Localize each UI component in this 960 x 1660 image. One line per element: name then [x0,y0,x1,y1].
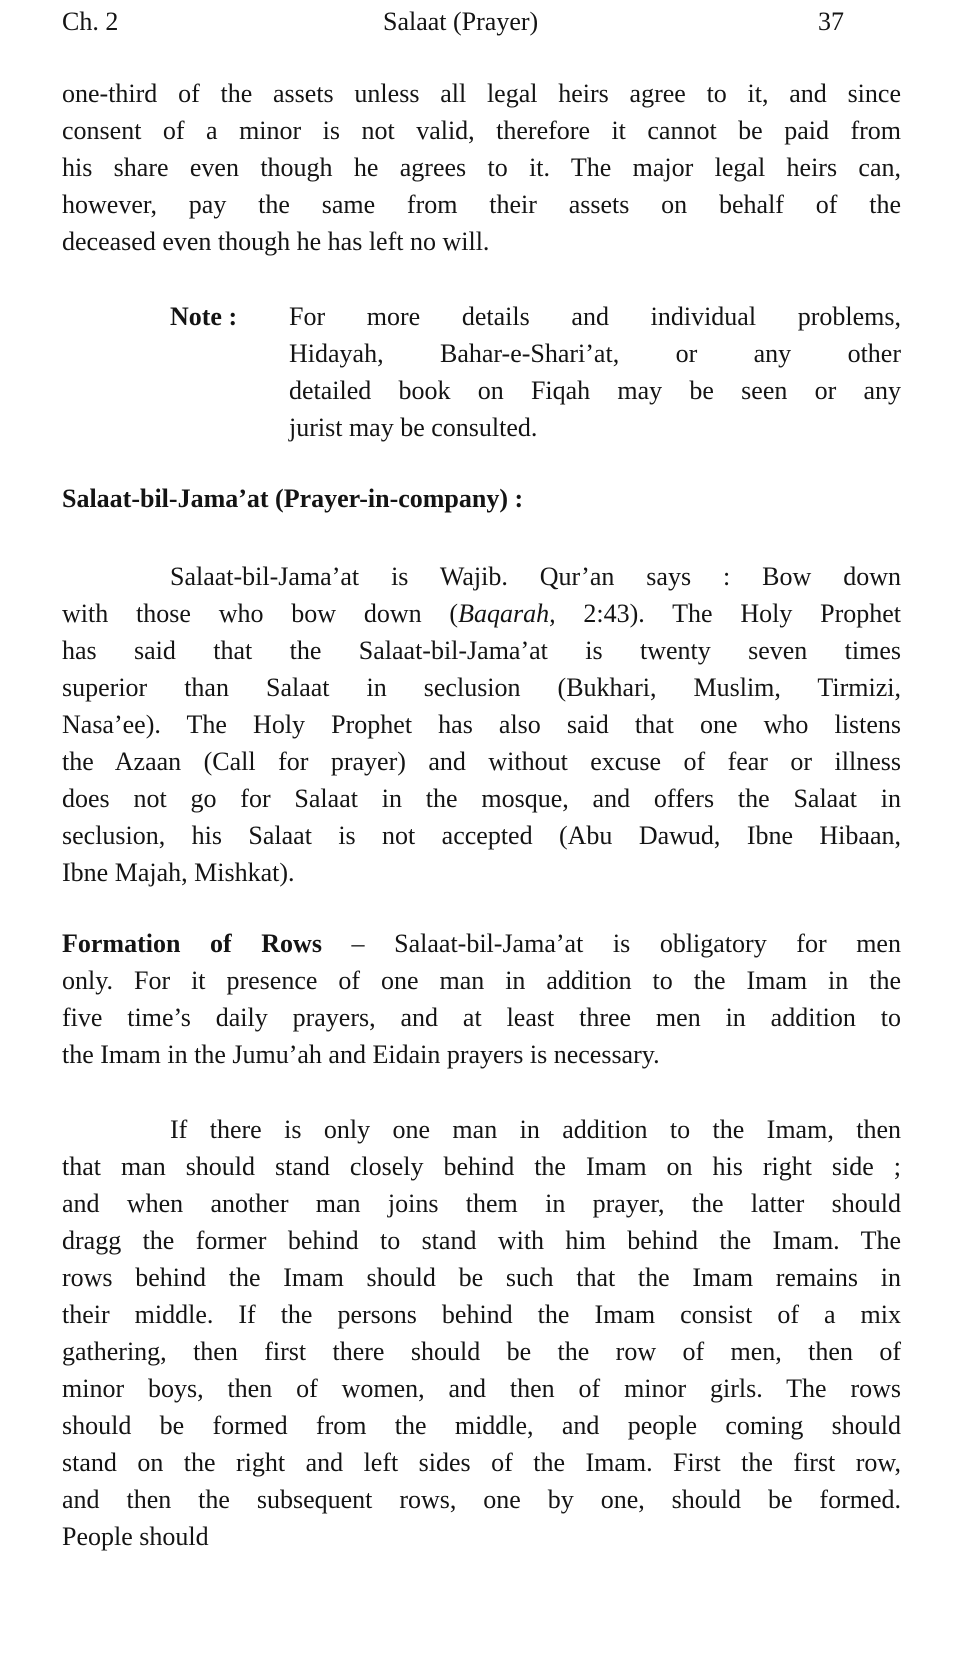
text-line: their middle. If the persons behind the Imam consist of a mix [62,1300,901,1329]
inline-heading: Formation of Rows [62,929,322,958]
text-line: the Azaan (Call for prayer) and without excuse of fear or illness [62,747,901,776]
text-line: one-third of the assets unless all legal heirs agree to it, and since [62,79,901,108]
text-line: gathering, then first there should be the row of men, then of [62,1337,901,1366]
text-line [62,595,901,632]
text-line: and when another man joins them in prayer, the latter should [62,1189,901,1218]
text-line: deceased even though he has left no will. [62,227,490,256]
paragraph-formation-of-rows [62,925,901,1073]
text-line: should be formed from the middle, and people coming should [62,1411,901,1440]
running-header-title: Salaat (Prayer) [383,7,539,36]
text-line: however, pay the same from their assets on behalf of the [62,190,901,219]
running-header-chapter: Ch. 2 [62,7,119,36]
text-line: only. For it presence of one man in addition to the Imam in the [62,966,901,995]
text-line: does not go for Salaat in the mosque, and offers the Salaat in [62,784,901,813]
paragraph-inheritance [62,75,901,260]
text-run: with those who bow down ( [62,599,459,628]
text-line: five time’s daily prayers, and at least three men in addition to [62,1003,901,1032]
text-line: Ibne Majah, Mishkat). [62,858,295,887]
text-line: consent of a minor is not valid, therefore it cannot be paid from [62,116,901,145]
text-run: – Salaat-bil-Jama’at is obligatory for men [321,929,901,958]
page-number: 37 [818,7,844,36]
text-line: Salaat-bil-Jama’at is Wajib. Qur’an says : Bow down [170,562,901,591]
text-line: Nasa’ee). The Holy Prophet has also said that one who listens [62,710,901,739]
text-line: detailed book on Fiqah may be seen or any [289,376,901,405]
paragraph-row-arrangement [62,1111,901,1555]
paragraph-jamaat [62,558,901,891]
text-line: has said that the Salaat-bil-Jama’at is twenty seven times [62,636,901,665]
text-line: For more details and individual problems, [289,302,901,331]
text-line: If there is only one man in addition to the Imam, then [170,1115,901,1144]
text-line: Hidayah, Bahar-e-Shari’at, or any other [289,339,901,368]
text-line: his share even though he agrees to it. The major legal heirs can, [62,153,901,182]
text-line: the Imam in the Jumu’ah and Eidain prayers is necessary. [62,1040,660,1069]
text-line: seclusion, his Salaat is not accepted (Abu Dawud, Ibne Hibaan, [62,821,901,850]
text-line [62,925,901,962]
note-label: Note : [170,302,238,331]
text-line: stand on the right and left sides of the Imam. First the first row, [62,1448,901,1477]
note-text [289,298,901,446]
text-line: minor boys, then of women, and then of minor girls. The rows [62,1374,901,1403]
text-line: dragg the former behind to stand with him behind the Imam. The [62,1226,901,1255]
text-line: People should [62,1522,209,1551]
text-line: superior than Salaat in seclusion (Bukhari, Muslim, Tirmizi, [62,673,901,702]
text-run: 2:43). The Holy Prophet [555,599,902,628]
text-line: jurist may be consulted. [289,413,538,442]
citation-italic: Baqarah, [458,599,556,628]
text-line: rows behind the Imam should be such that the Imam remains in [62,1263,901,1292]
section-heading: Salaat-bil-Jama’at (Prayer-in-company) : [62,484,524,513]
text-line: and then the subsequent rows, one by one, should be formed. [62,1485,901,1514]
text-line: that man should stand closely behind the Imam on his right side ; [62,1152,901,1181]
